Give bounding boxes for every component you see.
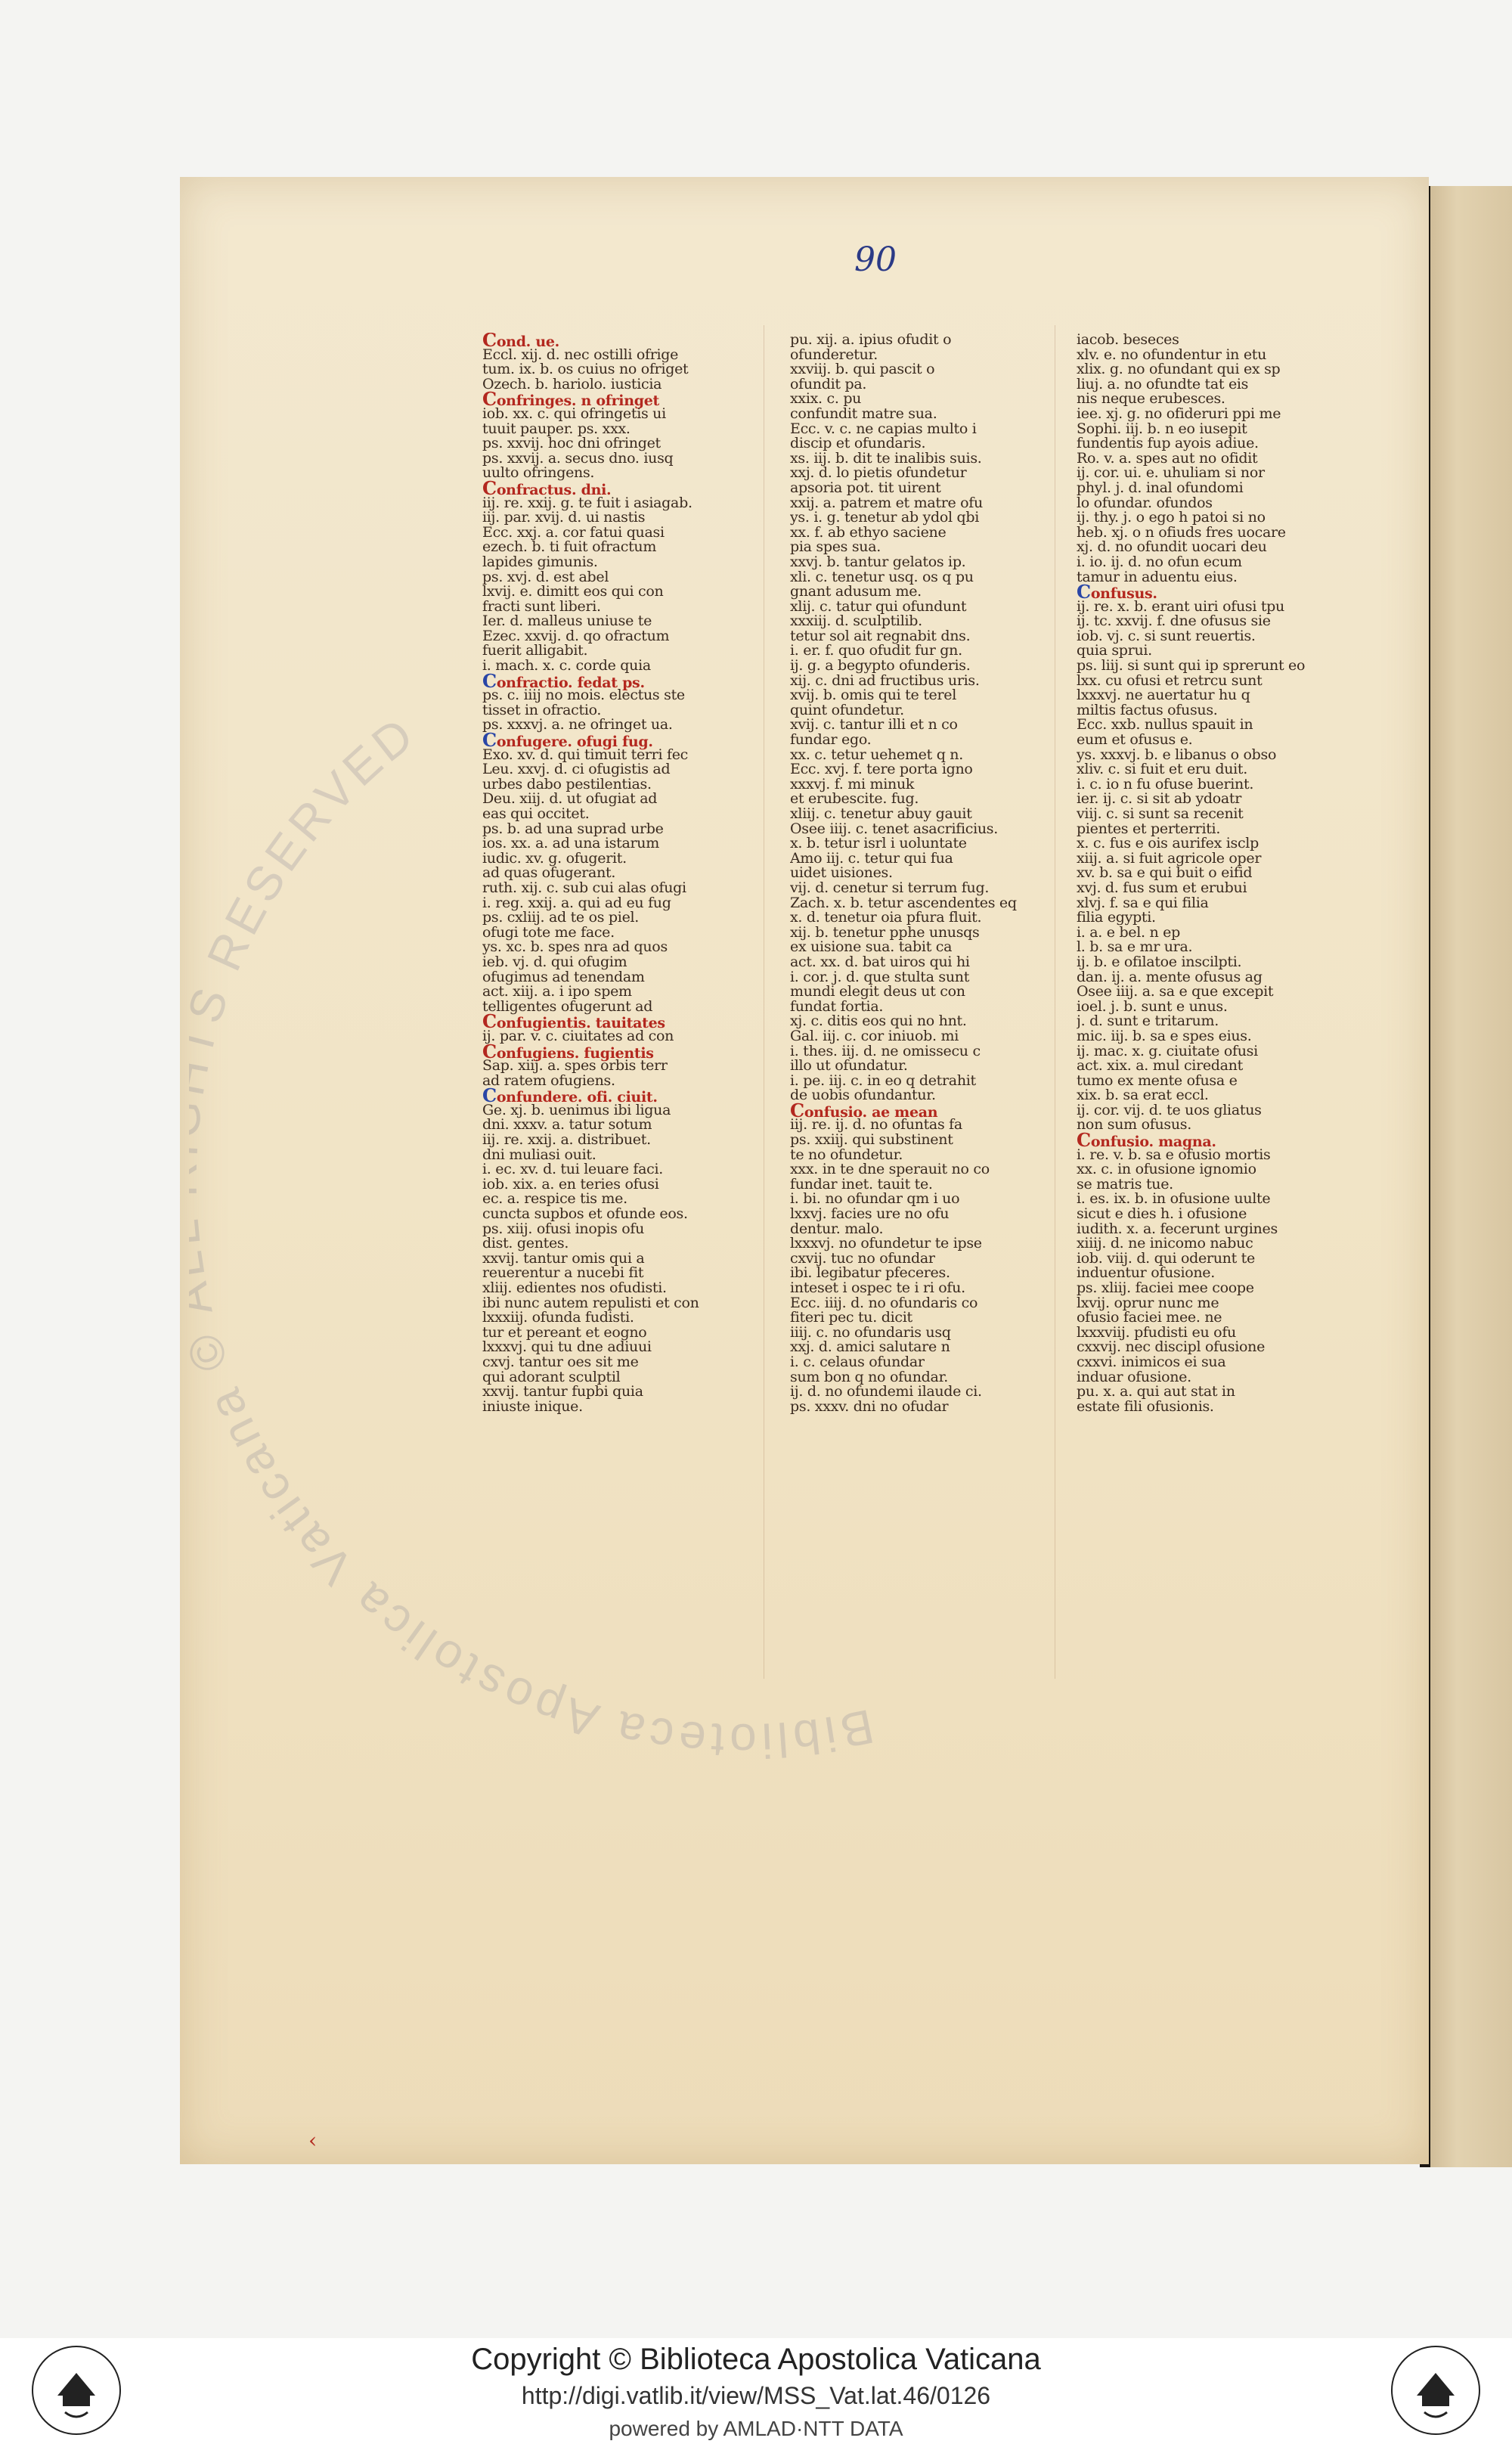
manuscript-line: se matris tue. — [1077, 1175, 1173, 1193]
manuscript-line: xx. f. ab ethyo saciene — [790, 523, 947, 541]
rubricated-initial: C — [482, 388, 497, 411]
rubricated-initial: C — [482, 1040, 497, 1062]
manuscript-line: ec. a. respice tis me. — [482, 1190, 627, 1208]
manuscript-line: illo ut ofundatur. — [790, 1057, 908, 1075]
manuscript-line: xj. c. ditis eos qui no hnt. — [790, 1013, 967, 1030]
manuscript-line: ij. cor. vij. d. te uos gliatus — [1077, 1101, 1262, 1118]
manuscript-line: xij. c. dni ad fructibus uris. — [790, 671, 980, 689]
manuscript-line: fracti sunt liberi. — [482, 597, 601, 615]
manuscript-line: fundentis fup ayois adiue. — [1077, 435, 1259, 452]
manuscript-line: iob. vj. c. si sunt reuertis. — [1077, 627, 1256, 644]
manuscript-line: tuuit pauper. ps. xxx. — [482, 420, 631, 437]
manuscript-line: miltis factus ofusus. — [1077, 701, 1218, 718]
manuscript-line: ezech. b. ti fuit ofractum — [482, 538, 657, 556]
manuscript-line: lxvij. oprur nunc me — [1077, 1294, 1219, 1311]
rubric-heading: onfusio. ae mean — [804, 1103, 938, 1121]
rubric-heading: onfusio. magna. — [1090, 1134, 1216, 1151]
manuscript-line: qui adorant sculptil — [482, 1368, 621, 1385]
manuscript-line: induar ofusione. — [1077, 1368, 1191, 1385]
manuscript-line: fiteri pec tu. dicit — [790, 1309, 912, 1326]
manuscript-line: act. xix. a. mul ciredant — [1077, 1057, 1243, 1075]
manuscript-line: liuj. a. no ofundte tat eis — [1077, 375, 1249, 392]
manuscript-line: ad quas ofugerant. — [482, 864, 616, 882]
manuscript-line — [482, 729, 747, 752]
manuscript-line: tamur in aduentu eius. — [1077, 568, 1238, 585]
manuscript-line: xij. b. tenetur pphe unusqs — [790, 923, 980, 941]
manuscript-line: xiiij. d. ne inicomo nabuc — [1077, 1235, 1253, 1252]
manuscript-line: i. c. celaus ofundar — [790, 1353, 925, 1370]
manuscript-line: xvj. d. fus sum et erubui — [1077, 879, 1247, 896]
manuscript-line: ij. cor. ui. e. uhuliam si nor — [1077, 464, 1265, 482]
manuscript-line: ps. xxxvj. a. ne ofringet ua. — [482, 716, 673, 734]
manuscript-line: de uobis ofundantur. — [790, 1087, 936, 1104]
manuscript-line: i. pe. iij. c. in eo q detrahit — [790, 1072, 976, 1089]
manuscript-line: xs. iij. b. dit te inalibis suis. — [790, 449, 982, 467]
manuscript-line: ij. par. v. c. ciuitates ad con — [482, 1027, 674, 1044]
manuscript-line: xlix. g. no ofundant qui ex sp — [1077, 361, 1281, 378]
manuscript-line: dentur. malo. — [790, 1220, 884, 1237]
manuscript-line: phyl. j. d. inal ofundomi — [1077, 479, 1244, 496]
manuscript-line: lxx. cu ofusi et retrcu sunt — [1077, 671, 1263, 689]
manuscript-line: ys. i. g. tenetur ab ydol qbi — [790, 509, 979, 526]
manuscript-line — [482, 1084, 747, 1107]
permalink-url[interactable]: http://digi.vatlib.it/view/MSS_Vat.lat.46/0126 — [521, 2382, 991, 2409]
manuscript-line: tetur sol ait regnabit dns. — [790, 627, 971, 644]
rubric-heading: onfugientis. tauitates — [496, 1015, 665, 1032]
manuscript-line: xx. c. tetur uehemet q n. — [790, 746, 963, 763]
manuscript-line: ofunderetur. — [790, 346, 878, 363]
manuscript-line: ys. xc. b. spes nra ad quos — [482, 938, 668, 956]
manuscript-line: xvij. c. tantur illi et n co — [790, 716, 958, 734]
manuscript-line: xvij. b. omis qui te terel — [790, 687, 956, 704]
manuscript-line: filia egypti. — [1077, 909, 1156, 926]
manuscript-line: dni muliasi ouit. — [482, 1146, 596, 1163]
manuscript-line: ps. xvj. d. est abel — [482, 568, 609, 585]
manuscript-line: j. d. sunt e tritarum. — [1077, 1013, 1219, 1030]
manuscript-line: x. b. tetur isrl i uoluntate — [790, 835, 967, 852]
manuscript-line: xxij. a. patrem et matre ofu — [790, 494, 983, 511]
manuscript-line: Ecc. xxb. nullus spauit in — [1077, 716, 1253, 734]
manuscript-line: lxxxvj. qui tu dne adiuui — [482, 1338, 652, 1356]
manuscript-line: xj. d. no ofundit uocari deu — [1077, 538, 1267, 556]
manuscript-line: ex uisione sua. tabit ca — [790, 938, 953, 956]
manuscript-line: pia spes sua. — [790, 538, 881, 556]
manuscript-line: xiij. a. si fuit agricole oper — [1077, 849, 1262, 867]
manuscript-line: iudic. xv. g. ofugerit. — [482, 849, 627, 867]
manuscript-line: Ecc. xvj. f. tere porta igno — [790, 761, 973, 778]
manuscript-line: xxvij. tantur omis qui a — [482, 1249, 645, 1267]
manuscript-line: pientes et perterriti. — [1077, 820, 1221, 837]
manuscript-line: ibi. legibatur pfeceres. — [790, 1264, 950, 1282]
manuscript-line: xxix. c. pu — [790, 390, 862, 408]
margin-red-mark: ‹ — [308, 2128, 318, 2153]
manuscript-line: nis neque erubesces. — [1077, 390, 1225, 408]
manuscript-line: xxvj. b. tantur gelatos ip. — [790, 553, 966, 570]
manuscript-line: estate fili ofusionis. — [1077, 1397, 1214, 1415]
manuscript-line: ij. g. a begypto ofunderis. — [790, 657, 971, 675]
manuscript-line: cxxvi. inimicos ei sua — [1077, 1353, 1226, 1370]
manuscript-line: ofusio faciei mee. ne — [1077, 1309, 1222, 1326]
manuscript-line: i. ec. xv. d. tui leuare faci. — [482, 1161, 663, 1178]
manuscript-line: xli. c. tenetur usq. os q pu — [790, 568, 974, 585]
manuscript-line: dist. gentes. — [482, 1235, 569, 1252]
manuscript-line: lxxxvj. no ofundetur te ipse — [790, 1235, 982, 1252]
manuscript-line: tumo ex mente ofusa e — [1077, 1072, 1238, 1089]
folio-number: 90 — [854, 240, 897, 279]
manuscript-line: gnant adusum me. — [790, 583, 922, 600]
manuscript-line: confundit matre sua. — [790, 405, 937, 422]
manuscript-line: iee. xj. g. no ofideruri ppi me — [1077, 405, 1281, 422]
watermark-text: Biblioteca Apostolica Vaticana RESERVED — [194, 705, 878, 1769]
manuscript-line: Leu. xxvj. d. ci ofugistis ad — [482, 761, 671, 778]
manuscript-line: ys. xxxvj. b. e libanus o obso — [1077, 746, 1277, 763]
manuscript-line: lxxxviij. pfudisti eu ofu — [1077, 1323, 1236, 1341]
manuscript-line: Osee iiij. a. sa e que excepit — [1077, 983, 1274, 1000]
manuscript-line: Ozech. b. hariolo. iusticia — [482, 375, 662, 392]
manuscript-line: iij. re. ij. d. no ofuntas fa — [790, 1116, 962, 1134]
rubricated-initial: C — [482, 1010, 497, 1033]
manuscript-line: ij. d. no ofundemi ilaude ci. — [790, 1383, 982, 1400]
manuscript-line — [482, 333, 747, 351]
manuscript-line: ps. xxxv. dni no ofudar — [790, 1397, 949, 1415]
manuscript-line: i. mach. x. c. corde quia — [482, 657, 651, 675]
manuscript-line: ij. b. e ofilatoe inscilpti. — [1077, 953, 1242, 970]
rubricated-initial: C — [482, 669, 497, 692]
rubricated-initial: C — [790, 1099, 804, 1121]
rubricated-initial: C — [482, 333, 497, 351]
manuscript-line: ps. xiij. ofusi inopis ofu — [482, 1220, 645, 1237]
manuscript-line: cxvj. tantur oes sit me — [482, 1353, 639, 1370]
manuscript-line: Zach. x. b. tetur ascendentes eq — [790, 894, 1017, 911]
manuscript-line: i. thes. iij. d. ne omissecu c — [790, 1042, 981, 1059]
manuscript-line: i. er. f. quo ofudit fur gn. — [790, 642, 962, 659]
manuscript-line: lapides gimunis. — [482, 553, 598, 570]
manuscript-line: xv. b. sa e qui buit o eifid — [1077, 864, 1253, 882]
manuscript-line: iij. re. xxij. a. distribuet. — [482, 1131, 651, 1149]
manuscript-line: ofundit pa. — [790, 375, 867, 392]
manuscript-line: xx. c. in ofusione ignomio — [1077, 1161, 1256, 1178]
manuscript-line: Exo. xv. d. qui timuit terri fec — [482, 746, 688, 763]
manuscript-line: apsoria pot. tit uirent — [790, 479, 941, 496]
rubricated-initial: C — [482, 1084, 497, 1107]
text-column-1 — [482, 333, 747, 1671]
manuscript-line: xlij. c. tatur qui ofundunt — [790, 597, 967, 615]
manuscript-line: ij. re. x. b. erant uiri ofusi tpu — [1077, 597, 1284, 615]
manuscript-line: xliv. c. si fuit et eru duit. — [1077, 761, 1248, 778]
manuscript-line: induentur ofusione. — [1077, 1264, 1215, 1282]
manuscript-line: xxj. d. lo pietis ofundetur — [790, 464, 967, 482]
manuscript-line: Eccl. xij. d. nec ostilli ofrige — [482, 346, 679, 363]
manuscript-line: fuerit alligabit. — [482, 642, 588, 659]
manuscript-line: iob. viij. d. qui oderunt te — [1077, 1249, 1255, 1267]
rubricated-initial: C — [482, 729, 497, 752]
manuscript-line: act. xiij. a. i ipo spem — [482, 983, 632, 1000]
manuscript-line: uulto ofringens. — [482, 464, 595, 482]
manuscript-line: xxxiij. d. sculptilib. — [790, 613, 922, 630]
rubric-heading: onfractus. dni. — [496, 481, 612, 498]
copyright-footer — [0, 2338, 1512, 2444]
manuscript-line: ruth. xij. c. sub cui alas ofugi — [482, 879, 686, 896]
manuscript-line: ad ratem ofugiens. — [482, 1072, 615, 1089]
manuscript-line: sicut e dies h. i ofusione — [1077, 1205, 1247, 1223]
manuscript-line: ps. xxvij. hoc dni ofringet — [482, 435, 661, 452]
manuscript-line: viij. c. si sunt sa recenit — [1077, 805, 1244, 822]
manuscript-line: Deu. xiij. d. ut ofugiat ad — [482, 790, 658, 808]
manuscript-line: x. d. tenetur oia pfura fluit. — [790, 909, 982, 926]
copyright-text: Copyright © Biblioteca Apostolica Vaticana — [471, 2343, 1041, 2376]
manuscript-line — [482, 1010, 747, 1033]
vatican-library-seal-icon — [1388, 2343, 1483, 2438]
manuscript-line: Amo iij. c. tetur qui fua — [790, 849, 953, 867]
manuscript-line: non sum ofusus. — [1077, 1116, 1191, 1134]
manuscript-line: ofugimus ad tenendam — [482, 968, 645, 985]
manuscript-line: xxx. in te dne sperauit no co — [790, 1161, 990, 1178]
manuscript-line: cxvij. tuc no ofundar — [790, 1249, 935, 1267]
manuscript-line: Osee iiij. c. tenet asacrificius. — [790, 820, 998, 837]
manuscript-line: ij. thy. j. o ego h patoi si no — [1077, 509, 1266, 526]
manuscript-line: Ecc. iiij. d. no ofundaris co — [790, 1294, 978, 1311]
rubricated-initial: C — [1077, 581, 1091, 603]
rubric-heading: onfusus. — [1090, 585, 1157, 603]
manuscript-line: sum bon q no ofundar. — [790, 1368, 949, 1385]
manuscript-line: quint ofundetur. — [790, 701, 904, 718]
manuscript-line: ps. c. iiij no mois. electus ste — [482, 687, 685, 704]
manuscript-line: iij. re. xxij. g. te fuit i asiagab. — [482, 494, 692, 511]
manuscript-line: dni. xxxv. a. tatur sotum — [482, 1116, 652, 1134]
manuscript-line: Ge. xj. b. uenimus ibi ligua — [482, 1101, 671, 1118]
manuscript-line: eas qui occitet. — [482, 805, 590, 822]
manuscript-line: iob. xx. c. qui ofringetis ui — [482, 405, 666, 422]
rubric-heading: onfractio. fedat ps. — [496, 674, 645, 691]
manuscript-line: xlv. e. no ofundentur in etu — [1077, 346, 1267, 363]
manuscript-line: ier. ij. c. si sit ab ydoatr — [1077, 790, 1242, 808]
manuscript-line: x. c. fus e ois aurifex isclp — [1077, 835, 1259, 852]
manuscript-line: Gal. iij. c. cor iniuob. mi — [790, 1027, 959, 1044]
manuscript-line: act. xx. d. bat uiros qui hi — [790, 953, 970, 970]
manuscript-line: iacob. beseces — [1077, 333, 1179, 348]
manuscript-line: xxviij. b. qui pascit o — [790, 361, 935, 378]
manuscript-line: i. io. ij. d. no ofun ecum — [1077, 553, 1242, 570]
manuscript-line: pu. xij. a. ipius ofudit o — [790, 333, 952, 348]
manuscript-line: ps. cxliij. ad te os piel. — [482, 909, 640, 926]
manuscript-line: quia sprui. — [1077, 642, 1152, 659]
manuscript-line: pu. x. a. qui aut stat in — [1077, 1383, 1235, 1400]
manuscript-line: urbes dabo pestilentias. — [482, 775, 652, 792]
manuscript-line: ps. liij. si sunt qui ip sprerunt eo — [1077, 657, 1306, 675]
manuscript-line: Ier. d. malleus uniuse te — [482, 613, 652, 630]
manuscript-line: xxvij. tantur fupbi quia — [482, 1383, 643, 1400]
manuscript-line: iob. xix. a. en teries ofusi — [482, 1175, 659, 1193]
manuscript-line: mic. iij. b. sa e spes eius. — [1077, 1027, 1252, 1044]
manuscript-line — [482, 476, 747, 499]
manuscript-line: lo ofundar. ofundos — [1077, 494, 1213, 511]
manuscript-line: iudith. x. a. fecerunt urgines — [1077, 1220, 1278, 1237]
rubricated-initial: C — [1077, 1129, 1091, 1152]
manuscript-line: lxxxiij. ofunda fudisti. — [482, 1309, 634, 1326]
manuscript-line: ieb. vj. d. qui ofugim — [482, 953, 627, 970]
manuscript-line: ioel. j. b. sunt e unus. — [1077, 997, 1228, 1015]
manuscript-line: i. es. ix. b. in ofusione uulte — [1077, 1190, 1271, 1208]
manuscript-line: vij. d. cenetur si terrum fug. — [790, 879, 990, 896]
manuscript-line: ps. b. ad una suprad urbe — [482, 820, 664, 837]
manuscript-line: cuncta supbos et ofunde eos. — [482, 1205, 688, 1223]
manuscript-line: xliij. c. tenetur abuy gauit — [790, 805, 972, 822]
manuscript-line: i. c. io n fu ofuse buerint. — [1077, 775, 1254, 792]
manuscript-line: xxxvj. f. mi minuk — [790, 775, 915, 792]
manuscript-line: Ecc. v. c. ne capias multo i — [790, 420, 977, 437]
manuscript-line: xix. b. sa erat eccl. — [1077, 1087, 1209, 1104]
manuscript-line: te no ofundetur. — [790, 1146, 903, 1163]
manuscript-line: dan. ij. a. mente ofusus ag — [1077, 968, 1263, 985]
manuscript-line: lxxxvj. ne auertatur hu q — [1077, 687, 1250, 704]
manuscript-line: telligentes ofugerunt ad — [482, 997, 653, 1015]
manuscript-line: ps. xliij. faciei mee coope — [1077, 1279, 1254, 1296]
manuscript-line: ios. xx. a. ad una istarum — [482, 835, 659, 852]
manuscript-line: xliij. edientes nos ofudisti. — [482, 1279, 667, 1296]
manuscript-line: xlvj. f. sa e qui filia — [1077, 894, 1209, 911]
manuscript-line: uidet uisiones. — [790, 864, 893, 882]
manuscript-line — [1077, 1129, 1341, 1152]
manuscript-line: et erubescite. fug. — [790, 790, 919, 808]
manuscript-line: i. bi. no ofundar qm i uo — [790, 1190, 960, 1208]
manuscript-line: l. b. sa e mr ura. — [1077, 938, 1193, 956]
manuscript-line: i. re. v. b. sa e ofusio mortis — [1077, 1146, 1271, 1163]
manuscript-line: ps. xxiij. qui substinent — [790, 1131, 953, 1149]
manuscript-line: heb. xj. o n ofiuds fres uocare — [1077, 523, 1286, 541]
text-column-2 — [790, 333, 1055, 1679]
manuscript-line: fundat fortia. — [790, 997, 884, 1015]
facing-page-edge — [1420, 186, 1512, 2167]
manuscript-line: iiij. c. no ofundaris usq — [790, 1323, 951, 1341]
manuscript-line: tum. ix. b. os cuius no ofriget — [482, 361, 689, 378]
manuscript-line — [1077, 581, 1341, 603]
rubricated-initial: C — [482, 476, 497, 499]
manuscript-line: Sap. xiij. a. spes orbis terr — [482, 1057, 668, 1075]
manuscript-line: iij. par. xvij. d. ui nastis — [482, 509, 646, 526]
manuscript-line: tisset in ofractio. — [482, 701, 602, 718]
manuscript-line: Ezec. xxvij. d. qo ofractum — [482, 627, 670, 644]
powered-by-text: powered by AMLAD·NTT DATA — [609, 2417, 903, 2440]
text-column-3 — [1077, 333, 1341, 1679]
manuscript-line: cxxvij. nec discipl ofusione — [1077, 1338, 1266, 1356]
manuscript-line: Sophi. iij. b. n eo iusepit — [1077, 420, 1247, 437]
manuscript-line: fundar ego. — [790, 731, 872, 749]
manuscript-line: i. reg. xxij. a. qui ad eu fug — [482, 894, 671, 911]
manuscript-line: Ecc. xxj. a. cor fatui quasi — [482, 523, 665, 541]
rubric-heading: ond. ue. — [496, 333, 559, 350]
manuscript-line: discip et ofundaris. — [790, 435, 926, 452]
manuscript-line: xxj. d. amici salutare n — [790, 1338, 950, 1356]
rubric-heading: onfugiens. fugientis — [496, 1044, 654, 1062]
manuscript-line: eum et ofusus e. — [1077, 731, 1193, 749]
manuscript-line: i. a. e bel. n ep — [1077, 923, 1180, 941]
manuscript-line: ij. tc. xxvij. f. dne ofusus sie — [1077, 613, 1271, 630]
manuscript-line: ps. xxvij. a. secus dno. iusq — [482, 449, 674, 467]
manuscript-line: lxxvj. facies ure no ofu — [790, 1205, 950, 1223]
manuscript-line: iniuste inique. — [482, 1397, 583, 1415]
manuscript-line: ibi nunc autem repulisti et con — [482, 1294, 699, 1311]
manuscript-line: inteset i ospec te i ri ofu. — [790, 1279, 965, 1296]
manuscript-line: mundi elegit deus ut con — [790, 983, 965, 1000]
rubric-heading: onfringes. n ofringet — [496, 392, 659, 410]
manuscript-line: reuerentur a nucebi fit — [482, 1264, 644, 1282]
manuscript-line: ofugi tote me face. — [482, 923, 615, 941]
manuscript-line: lxvij. e. dimitt eos qui con — [482, 583, 664, 600]
manuscript-line: fundar inet. tauit te. — [790, 1175, 933, 1193]
manuscript-line: ij. mac. x. g. ciuitate ofusi — [1077, 1042, 1258, 1059]
rubric-heading: onfundere. ofi. ciuit. — [496, 1089, 658, 1106]
manuscript-line: tur et pereant et eogno — [482, 1323, 647, 1341]
rubric-heading: onfugere. ofugi fug. — [496, 734, 653, 751]
manuscript-line: i. cor. j. d. que stulta sunt — [790, 968, 970, 985]
manuscript-line: Ro. v. a. spes aut no ofidit — [1077, 449, 1258, 467]
